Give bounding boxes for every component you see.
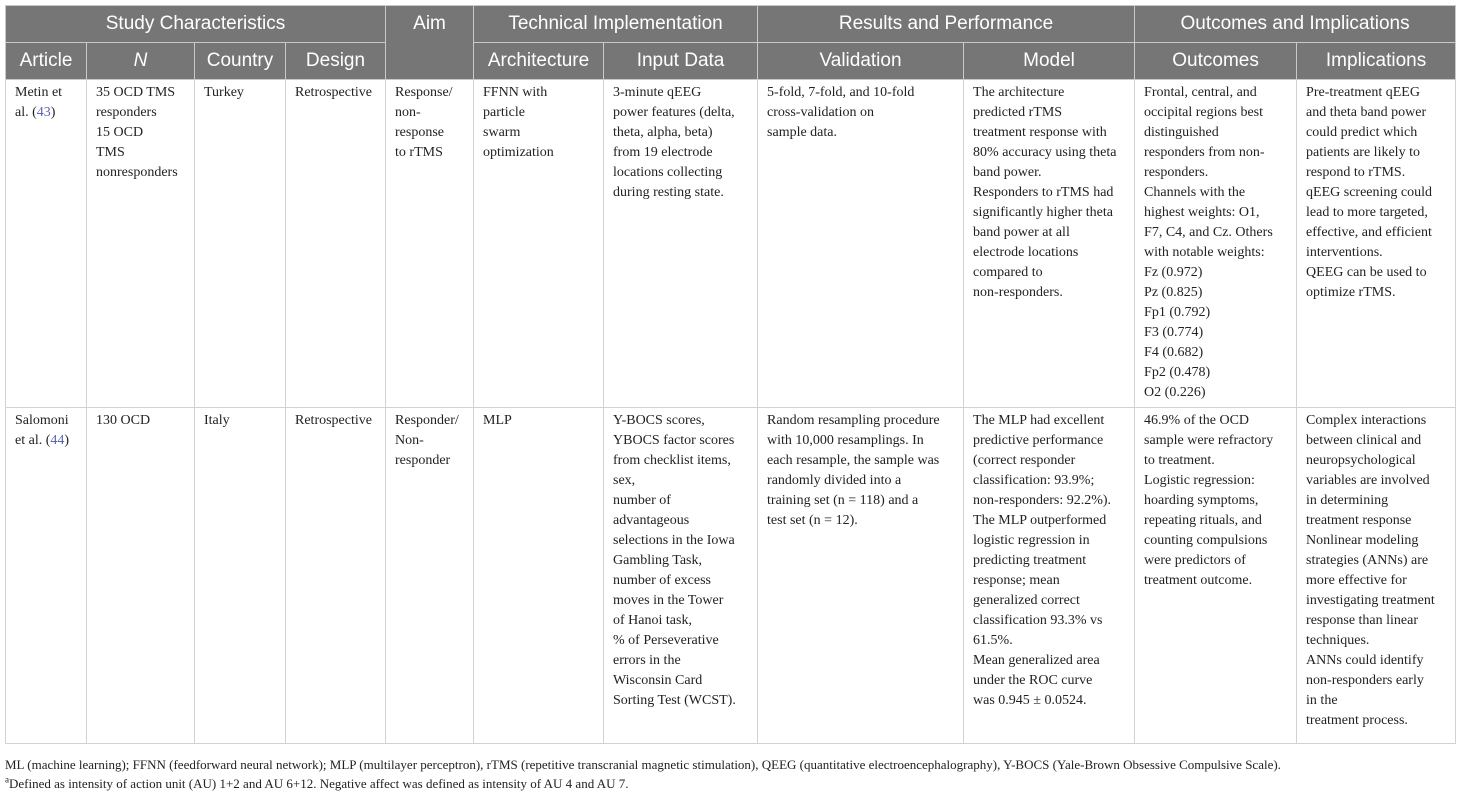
reference-link[interactable]: 43: [36, 105, 51, 120]
cell-aim: Responder/ Non- responder: [386, 408, 474, 744]
cell-model: The architecture predicted rTMS treatment response with 80% accuracy using theta band power. Responders to rTMS had significantly higher theta band power at all electrode locations compared to non-responders.: [964, 80, 1135, 408]
cell-country: Italy: [195, 408, 286, 744]
col-validation: Validation: [758, 43, 964, 80]
cell-implications: Pre-treatment qEEG and theta band power could predict which patients are likely to respond to rTMS. qEEG screening could lead to more targeted, effective, and efficient interventions. QEEG can be used to optimize rTMS.: [1297, 80, 1456, 408]
col-implications: Implications: [1297, 43, 1456, 80]
study-table-container: [5, 5, 1455, 744]
group-outcomes-implications: Outcomes and Implications: [1135, 6, 1456, 43]
cell-design: Retrospective: [286, 408, 386, 744]
footnote-text: Defined as intensity of action unit (AU) 1+2 and AU 6+12. Negative affect was defined as intensity of AU 4 and AU 7.: [9, 776, 629, 791]
group-study-characteristics: Study Characteristics: [6, 6, 386, 43]
cell-n: 130 OCD: [87, 408, 195, 744]
abbreviations-footnote: ML (machine learning); FFNN (feedforward neural network); MLP (multilayer perceptron), rTMS (repetitive transcranial magnetic stimulation), QEEG (quantitative electroencephalography), Y-BOCS (Yale-Brown Obsessive Compulsive Scale).: [5, 757, 1281, 772]
cell-country: Turkey: [195, 80, 286, 408]
article-text: Metin et al. (: [15, 85, 63, 120]
cell-model: The MLP had excellent predictive performance (correct responder classification: 93.9%; non-responders: 92.2%). The MLP outperformed logistic regression in predicting treatment response; mean generalized correct classification 93.3% vs 61.5%. Mean generalized area under the ROC curve was 0.945 ± 0.0524.: [964, 408, 1135, 744]
cell-design: Retrospective: [286, 80, 386, 408]
definition-footnote: [5, 774, 1281, 793]
reference-link[interactable]: 44: [50, 433, 65, 448]
cell-input-data: Y-BOCS scores, YBOCS factor scores from checklist items, sex, number of advantageous selections in the Iowa Gambling Task, number of excess moves in the Tower of Hanoi task, % of Perseverative errors in the Wisconsin Card Sorting Test (WCST).: [604, 408, 758, 744]
table-row: [6, 80, 1456, 408]
cell-n: 35 OCD TMS responders 15 OCD TMS nonresponders: [87, 80, 195, 408]
cell-implications: Complex interactions between clinical and neuropsychological variables are involved in determining treatment response Nonlinear modeling strategies (ANNs) are more effective for investigating treatment response than linear techniques. ANNs could identify non-responders early in the treatment process.: [1297, 408, 1456, 744]
col-n: N: [87, 43, 195, 80]
col-country: Country: [195, 43, 286, 80]
col-aim: Aim: [386, 6, 474, 80]
col-input-data: Input Data: [604, 43, 758, 80]
cell-architecture: FFNN with particle swarm optimization: [474, 80, 604, 408]
cell-validation: 5-fold, 7-fold, and 10-fold cross-validation on sample data.: [758, 80, 964, 408]
cell-outcomes: 46.9% of the OCD sample were refractory to treatment. Logistic regression: hoarding symptoms, repeating rituals, and counting compulsions were predictors of treatment outcome.: [1135, 408, 1297, 744]
article-text: Salomoni et al. (: [15, 413, 69, 448]
cell-article: [6, 408, 87, 744]
group-results-performance: Results and Performance: [758, 6, 1135, 43]
col-outcomes: Outcomes: [1135, 43, 1297, 80]
col-model: Model: [964, 43, 1135, 80]
cell-validation: Random resampling procedure with 10,000 resamplings. In each resample, the sample was randomly divided into a training set (n = 118) and a test set (n = 12).: [758, 408, 964, 744]
table-row: [6, 408, 1456, 744]
footnote-marker: a: [5, 774, 9, 785]
table-footnotes: [5, 755, 1281, 793]
study-table: [5, 5, 1456, 744]
col-design: Design: [286, 43, 386, 80]
cell-input-data: 3-minute qEEG power features (delta, theta, alpha, beta) from 19 electrode locations collecting during resting state.: [604, 80, 758, 408]
cell-aim: Response/ non- response to rTMS: [386, 80, 474, 408]
article-text-end: ): [50, 105, 56, 120]
header-column-row: [6, 43, 1456, 80]
col-architecture: Architecture: [474, 43, 604, 80]
cell-outcomes: Frontal, central, and occipital regions best distinguished responders from non- responders. Channels with the highest weights: O1, F7, C4, and Cz. Others with notable weights: Fz (0.972) Pz (0.825) Fp1 (0.792) F3 (0.774) F4 (0.682) Fp2 (0.478) O2 (0.226): [1135, 80, 1297, 408]
header-group-row: [6, 6, 1456, 43]
cell-architecture: MLP: [474, 408, 604, 744]
article-text-end: ): [64, 433, 70, 448]
cell-article: [6, 80, 87, 408]
group-technical-implementation: Technical Implementation: [474, 6, 758, 43]
col-article: Article: [6, 43, 87, 80]
